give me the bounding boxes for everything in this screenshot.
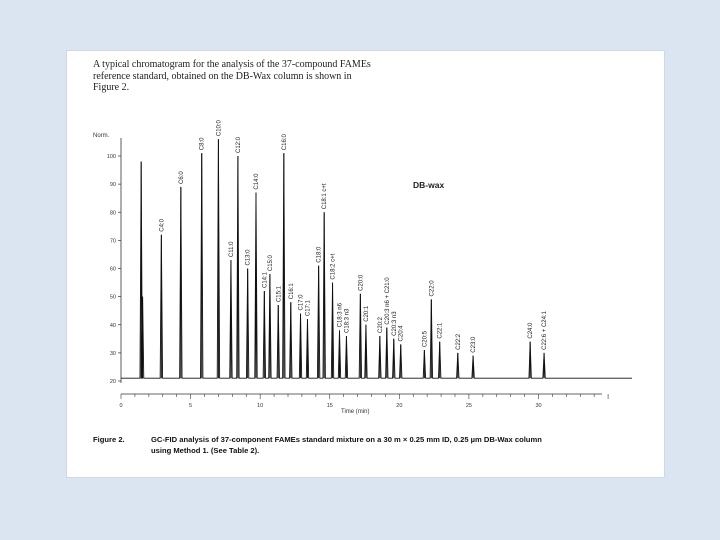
- chromatogram-trace: [121, 139, 632, 378]
- x-tick-label: 15: [326, 403, 333, 409]
- y-tick-label: 90: [109, 182, 116, 189]
- peak-label: C18:3 n3: [344, 308, 351, 333]
- peak-label: C10:0: [216, 120, 223, 137]
- peak-label: C22:2: [455, 333, 462, 350]
- y-tick-label: 30: [109, 350, 116, 357]
- peak-label: C18:3 n6: [337, 303, 344, 328]
- y-tick-label: 20: [109, 379, 116, 385]
- y-tick-label: 80: [109, 210, 116, 217]
- peak-label: C22:0: [429, 280, 436, 297]
- peak-label: C15:1: [276, 286, 283, 303]
- peak-label: C16:1: [288, 283, 295, 300]
- peak-label: C18:2 c+t: [330, 253, 337, 280]
- peak-label: C20:1: [363, 305, 370, 322]
- peak-label: C14:1: [262, 271, 269, 288]
- x-tick-label: 25: [465, 403, 472, 409]
- peak-label: C18:1 c+t: [322, 183, 329, 210]
- peak-label: C11:0: [228, 241, 235, 258]
- peak-label: C20:0: [358, 274, 365, 291]
- peak-label: C6:0: [178, 171, 185, 184]
- peak-label: C24:0: [528, 322, 535, 339]
- x-tick-label: 30: [535, 403, 542, 409]
- peak-label: C23:0: [471, 336, 478, 353]
- peak-label: C14:0: [253, 173, 260, 190]
- x-tick-label: 0: [119, 403, 123, 409]
- y-tick-label: 50: [109, 294, 116, 301]
- x-tick-label: 10: [257, 403, 264, 409]
- peak-label: C18:0: [316, 246, 323, 263]
- caption-line-2: using Method 1. (See Table 2).: [151, 445, 260, 455]
- peak-label: C13:0: [245, 249, 252, 266]
- peak-label: C12:0: [235, 136, 242, 153]
- intro-paragraph: A typical chromatogram for the analysis of the 37-compound FAMEs reference standard, obtained on the DB-Wax column is shown in Figure 2.: [93, 59, 371, 93]
- y-axis-label: Norm.: [93, 133, 110, 139]
- peak-label: C22:6 + C24:1: [542, 311, 549, 350]
- x-tick-label: 20: [396, 403, 403, 409]
- peak-label: C20:3 n3: [391, 311, 398, 336]
- peak-label: C4:0: [159, 219, 166, 232]
- peak-label: C22:1: [437, 322, 444, 339]
- figure-card: [66, 50, 665, 478]
- peak-label: C20:5: [422, 331, 429, 348]
- y-tick-label: 40: [109, 322, 116, 329]
- figure-label: Figure 2.: [93, 435, 125, 444]
- peak-label: C20:4: [398, 325, 405, 342]
- caption-line-1: GC-FID analysis of 37-component FAMEs standard mixture on a 30 m × 0.25 mm ID, 0.25 µm DB-Wax column: [151, 435, 542, 444]
- column-legend-text: DB-wax: [413, 180, 445, 190]
- y-tick-label: 70: [109, 238, 116, 245]
- y-tick-label: 100: [106, 154, 116, 160]
- chromatogram-chart: [67, 51, 664, 477]
- figure-caption: [93, 435, 653, 456]
- x-axis-label: Time (min): [341, 409, 370, 415]
- peak-label: C20:3 n6 + C21:0: [384, 277, 391, 325]
- peak-label: C8:0: [199, 137, 206, 151]
- chart-peaks: [121, 139, 632, 378]
- peak-label: C16:0: [281, 134, 288, 151]
- peak-label: C15:0: [267, 255, 274, 272]
- peak-label: C20:2: [377, 316, 384, 333]
- peak-label: C17:0: [298, 294, 305, 311]
- peak-label: C17:1: [305, 300, 312, 317]
- y-tick-label: 60: [109, 266, 116, 273]
- x-tick-label: 5: [189, 403, 193, 409]
